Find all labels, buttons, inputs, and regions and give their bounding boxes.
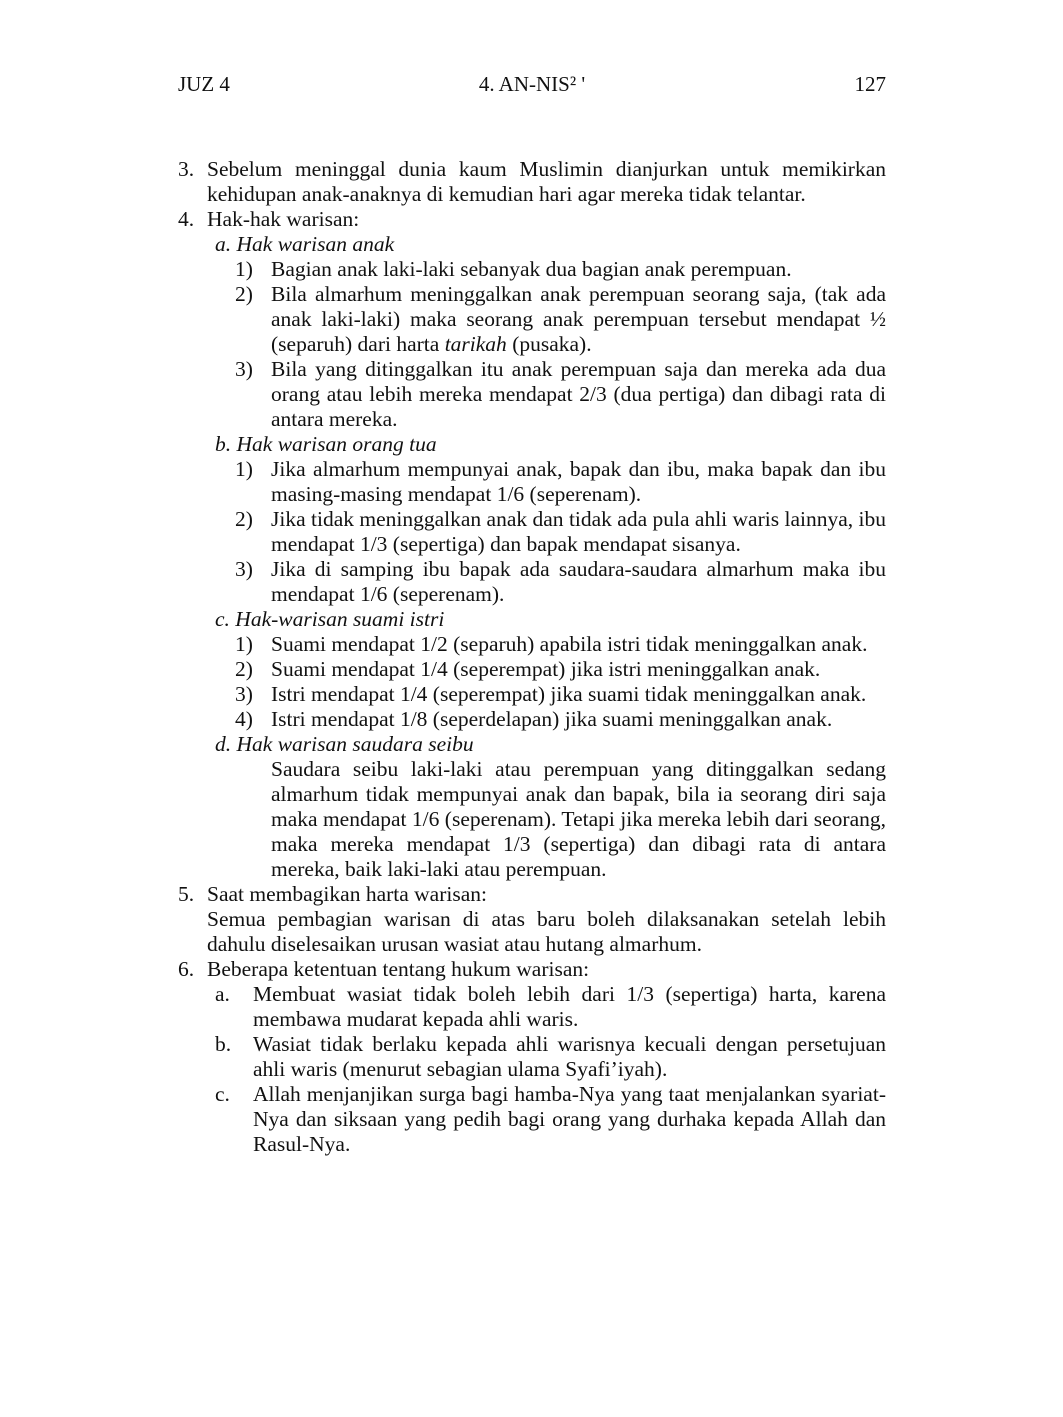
list-number: 3) [235, 557, 253, 581]
list-text: Jika almarhum mempunyai anak, bapak dan ibu, maka bapak dan ibu masing-masing mendapat 1/6 (seperenam). [271, 457, 886, 506]
list-number: 1) [235, 457, 253, 481]
list-text: Istri mendapat 1/4 (seperempat) jika suami tidak meninggalkan anak. [271, 682, 867, 706]
list-number: 5. [178, 882, 195, 906]
list-text: Jika tidak meninggalkan anak dan tidak ada pula ahli waris lainnya, ibu mendapat 1/3 (sepertiga) dan bapak mendapat sisanya. [271, 507, 886, 556]
list-item [178, 1032, 886, 1082]
list-text: Jika di samping ibu bapak ada saudara-saudara almarhum maka ibu mendapat 1/6 (seperenam). [271, 557, 886, 606]
list-item [178, 657, 886, 682]
list-text: Sebelum meninggal dunia kaum Muslimin dianjurkan untuk memikirkan kehidupan anak-anaknya di kemudian hari agar mereka tidak telantar. [207, 157, 886, 206]
italic-term: tarikah [444, 332, 507, 356]
list-letter: a. [215, 982, 230, 1006]
list-number: 3) [235, 682, 253, 706]
list-text: Saat membagikan harta warisan: [207, 882, 487, 906]
list-number: 4. [178, 207, 195, 231]
list-item-6 [178, 957, 886, 982]
subsection-title-b: b. Hak warisan orang tua [215, 432, 437, 456]
list-text: Suami mendapat 1/2 (separuh) apabila istri tidak meninggalkan anak. [271, 632, 868, 656]
subsection-title-d: d. Hak warisan saudara seibu [215, 732, 474, 756]
list-text [271, 282, 886, 357]
list-letter: b. [215, 1032, 232, 1056]
list-text: Bagian anak laki-laki sebanyak dua bagian anak perempuan. [271, 257, 792, 281]
list-item [178, 457, 886, 507]
list-number: 4) [235, 707, 253, 731]
list-text: Membuat wasiat tidak boleh lebih dari 1/3 (sepertiga) harta, karena membawa mudarat kepada ahli waris. [253, 982, 886, 1031]
list-text: Wasiat tidak berlaku kepada ahli warisnya kecuali dengan persetujuan ahli waris (menurut sebagian ulama Syafi’iyah). [253, 1032, 886, 1081]
list-number: 3) [235, 357, 253, 381]
list-text: Istri mendapat 1/8 (seperdelapan) jika suami meninggalkan anak. [271, 707, 833, 731]
list-item-3 [178, 157, 886, 207]
text-part: (pusaka). [506, 332, 592, 356]
list-item-5 [178, 882, 886, 907]
list-item [178, 632, 886, 657]
list-item [178, 707, 886, 732]
list-item [178, 357, 886, 432]
list-number: 2) [235, 282, 253, 306]
list-text: Beberapa ketentuan tentang hukum warisan: [207, 957, 590, 981]
page-body [178, 157, 886, 1157]
list-number: 1) [235, 632, 253, 656]
subsection-title-a: a. Hak warisan anak [215, 232, 395, 256]
list-letter: c. [215, 1082, 230, 1106]
list-text: Bila yang ditinggalkan itu anak perempuan saja dan mereka ada dua orang atau lebih mereka mendapat 2/3 (dua pertiga) dan dibagi rata di antara mereka. [271, 357, 886, 431]
list-number: 2) [235, 657, 253, 681]
paragraph: Saudara seibu laki-laki atau perempuan yang ditinggalkan sedang almarhum tidak mempunyai anak dan bapak, bila ia seorang diri saja maka mendapat 1/6 (seperenam). Tetapi jika mereka lebih dari seorang, maka mereka mendapat 1/3 (sepertiga) dan dibagi rata di antara mereka, baik laki-laki atau perempuan. [271, 757, 886, 881]
page-header [178, 70, 886, 98]
list-text: Hak-hak warisan: [207, 207, 360, 231]
list-item [178, 282, 886, 357]
list-item-4 [178, 207, 886, 232]
list-item [178, 507, 886, 557]
list-text: Suami mendapat 1/4 (seperempat) jika istri meninggalkan anak. [271, 657, 821, 681]
list-number: 1) [235, 257, 253, 281]
list-number: 3. [178, 157, 195, 181]
subsection-title-c: c. Hak-warisan suami istri [215, 607, 445, 631]
list-item [178, 982, 886, 1032]
text-part: Bila almarhum meninggalkan anak perempuan seorang saja, (tak ada anak laki-laki) maka seorang anak perempuan tersebut mendapat ½ (separuh) dari harta [271, 282, 886, 356]
list-item [178, 682, 886, 707]
list-number: 6. [178, 957, 195, 981]
header-juz: JUZ 4 [178, 72, 230, 96]
list-text: Allah menjanjikan surga bagi hamba-Nya yang taat menjalankan syariat-Nya dan siksaan yang pedih bagi orang yang durhaka kepada Allah dan Rasul-Nya. [253, 1082, 886, 1156]
list-item [178, 257, 886, 282]
list-number: 2) [235, 507, 253, 531]
page-number: 127 [854, 72, 886, 96]
paragraph: Semua pembagian warisan di atas baru boleh dilaksanakan setelah lebih dahulu diselesaikan urusan wasiat atau hutang almarhum. [207, 907, 886, 956]
list-item [178, 557, 886, 607]
header-surah: 4. AN-NIS² ' [478, 72, 586, 96]
list-item [178, 1082, 886, 1157]
